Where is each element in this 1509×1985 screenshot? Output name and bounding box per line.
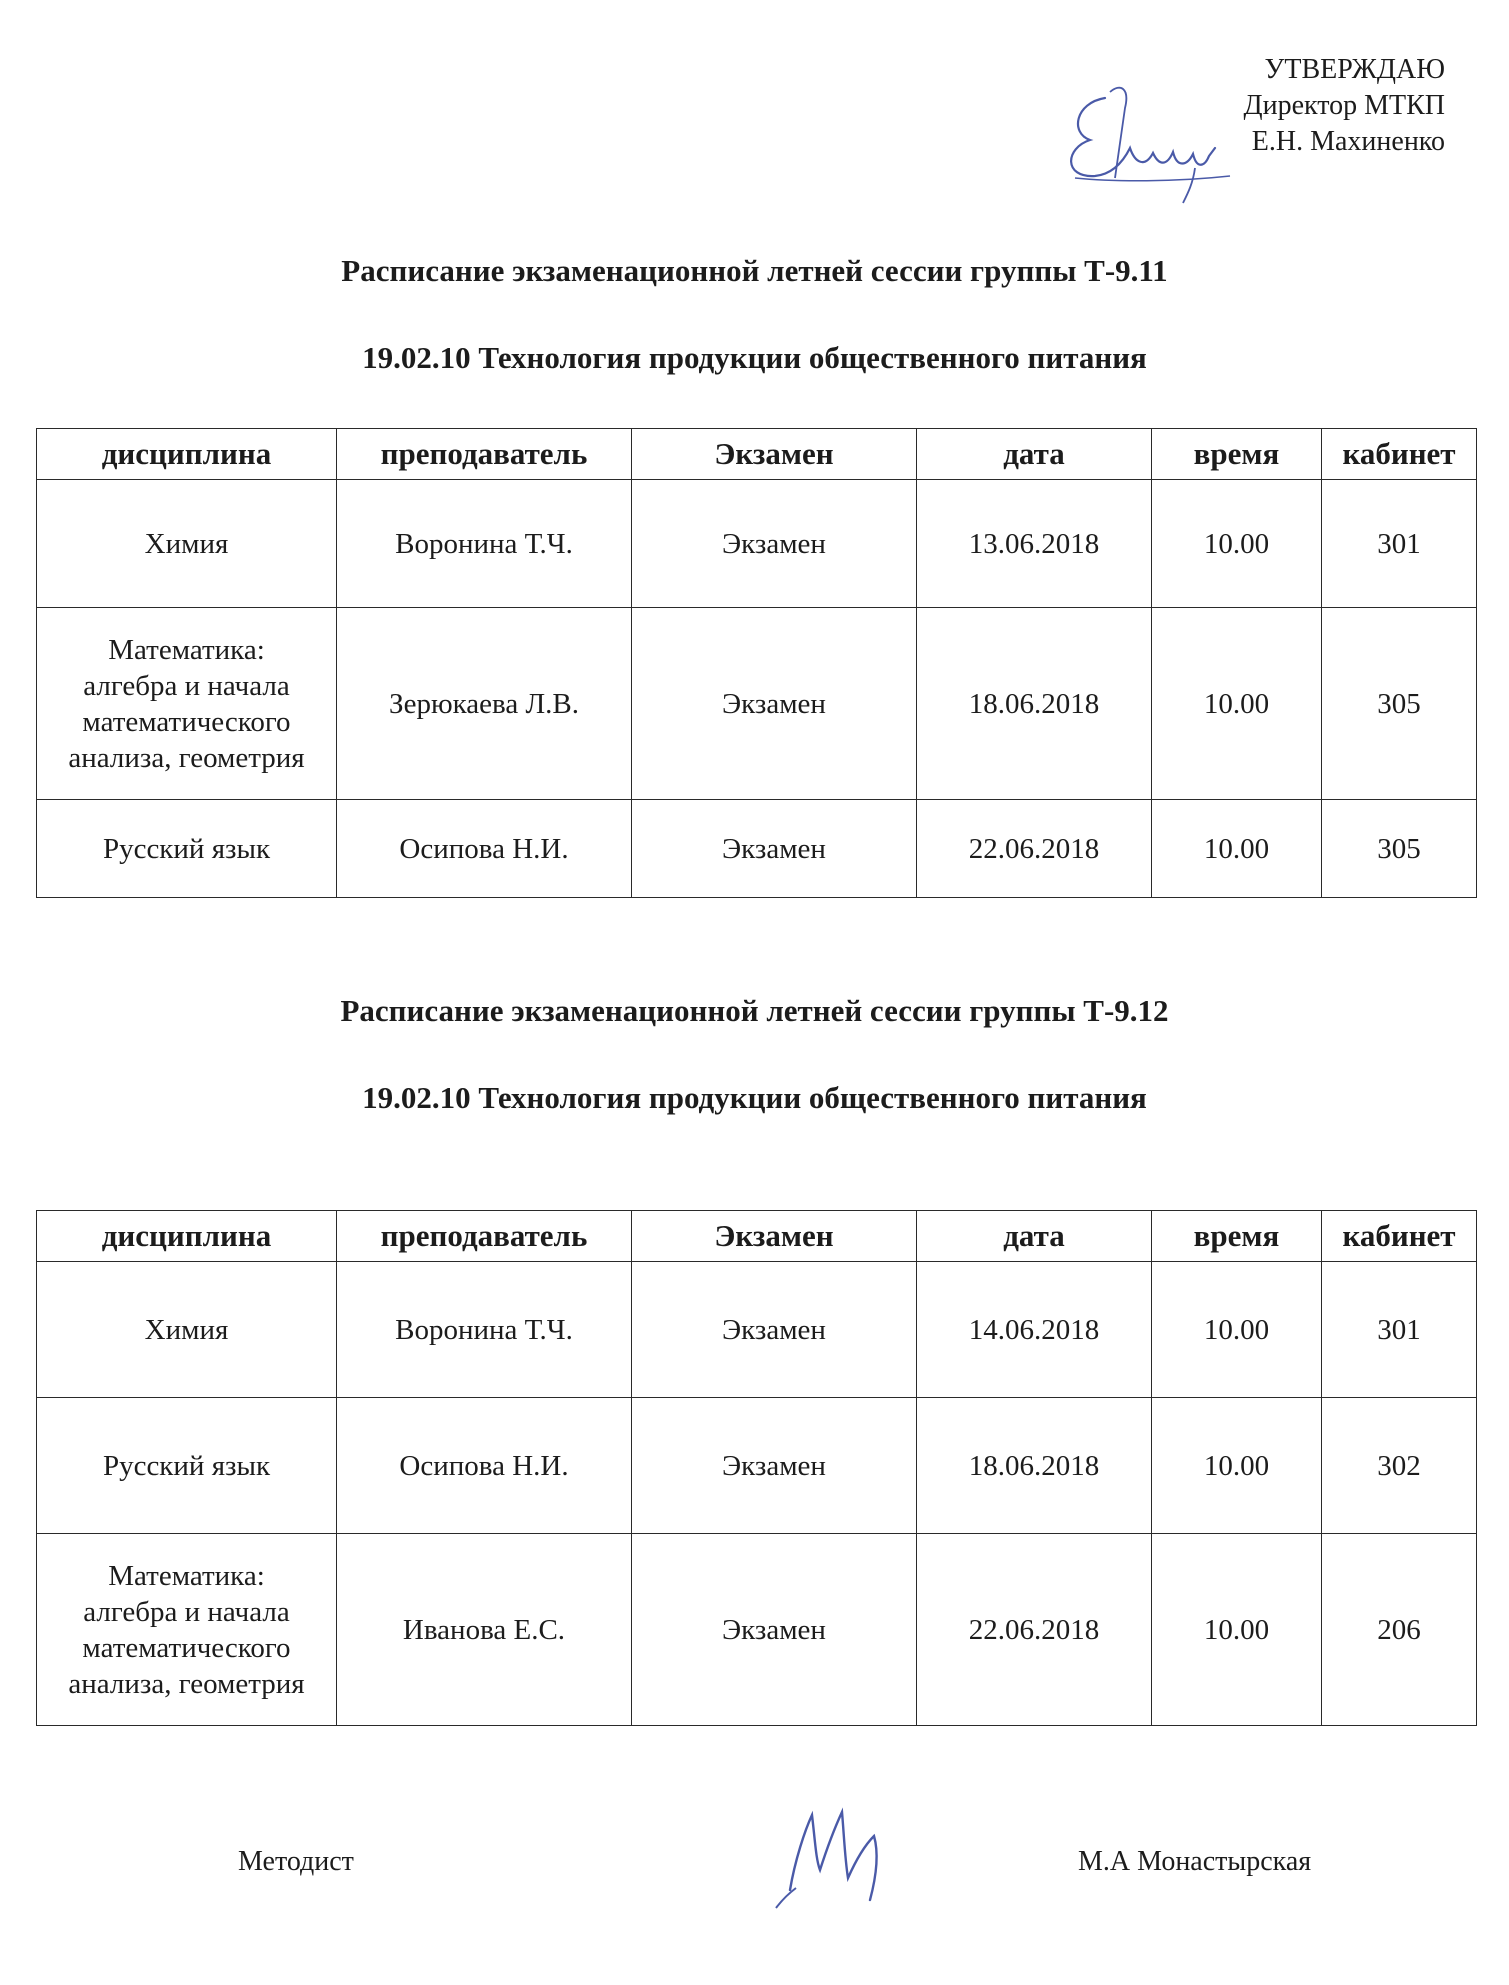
cell-discipline: Русский язык bbox=[37, 1398, 337, 1534]
table-header-row bbox=[37, 429, 1477, 480]
cell-date: 18.06.2018 bbox=[917, 608, 1152, 800]
cell-discipline: Химия bbox=[37, 1262, 337, 1398]
cell-date: 22.06.2018 bbox=[917, 1534, 1152, 1726]
cell-exam: Экзамен bbox=[632, 800, 917, 898]
table-row bbox=[37, 1534, 1477, 1726]
col-header-time: время bbox=[1152, 429, 1322, 480]
table-row bbox=[37, 608, 1477, 800]
approver-name: Е.Н. Махиненко bbox=[1251, 126, 1445, 157]
schedule-title-1: Расписание экзаменационной летней сессии группы Т-9.11 bbox=[341, 253, 1168, 288]
cell-room: 305 bbox=[1322, 800, 1477, 898]
table-row bbox=[37, 480, 1477, 608]
cell-time: 10.00 bbox=[1152, 1534, 1322, 1726]
col-header-date: дата bbox=[917, 429, 1152, 480]
col-header-discipline: дисциплина bbox=[37, 1211, 337, 1262]
table-row bbox=[37, 1262, 1477, 1398]
cell-teacher: Зерюкаева Л.В. bbox=[337, 608, 632, 800]
cell-exam: Экзамен bbox=[632, 608, 917, 800]
cell-time: 10.00 bbox=[1152, 480, 1322, 608]
cell-date: 14.06.2018 bbox=[917, 1262, 1152, 1398]
col-header-teacher: преподаватель bbox=[337, 1211, 632, 1262]
col-header-room: кабинет bbox=[1322, 429, 1477, 480]
schedule-subtitle-1: 19.02.10 Технология продукции общественного питания bbox=[362, 340, 1147, 375]
col-header-date: дата bbox=[917, 1211, 1152, 1262]
col-header-exam: Экзамен bbox=[632, 429, 917, 480]
cell-date: 22.06.2018 bbox=[917, 800, 1152, 898]
cell-room: 301 bbox=[1322, 480, 1477, 608]
table-row bbox=[37, 1398, 1477, 1534]
schedule-title-2: Расписание экзаменационной летней сессии группы Т-9.12 bbox=[340, 993, 1169, 1028]
approver-position: Директор МТКП bbox=[1243, 90, 1445, 121]
cell-exam: Экзамен bbox=[632, 1262, 917, 1398]
cell-teacher: Воронина Т.Ч. bbox=[337, 1262, 632, 1398]
col-header-room: кабинет bbox=[1322, 1211, 1477, 1262]
cell-time: 10.00 bbox=[1152, 1262, 1322, 1398]
methodist-signature bbox=[770, 1790, 910, 1910]
cell-exam: Экзамен bbox=[632, 480, 917, 608]
cell-room: 305 bbox=[1322, 608, 1477, 800]
cell-exam: Экзамен bbox=[632, 1398, 917, 1534]
col-header-discipline: дисциплина bbox=[37, 429, 337, 480]
cell-time: 10.00 bbox=[1152, 800, 1322, 898]
cell-teacher: Осипова Н.И. bbox=[337, 1398, 632, 1534]
table-row bbox=[37, 800, 1477, 898]
cell-time: 10.00 bbox=[1152, 1398, 1322, 1534]
approval-block bbox=[1243, 52, 1445, 160]
cell-date: 18.06.2018 bbox=[917, 1398, 1152, 1534]
cell-room: 302 bbox=[1322, 1398, 1477, 1534]
schedule-table-1 bbox=[36, 428, 1477, 898]
cell-time: 10.00 bbox=[1152, 608, 1322, 800]
col-header-time: время bbox=[1152, 1211, 1322, 1262]
cell-date: 13.06.2018 bbox=[917, 480, 1152, 608]
footer-name: М.А Монастырская bbox=[1078, 1846, 1312, 1877]
cell-room: 206 bbox=[1322, 1534, 1477, 1726]
col-header-teacher: преподаватель bbox=[337, 429, 632, 480]
cell-teacher: Иванова Е.С. bbox=[337, 1534, 632, 1726]
cell-teacher: Воронина Т.Ч. bbox=[337, 480, 632, 608]
footer-role: Методист bbox=[238, 1846, 354, 1877]
schedule-subtitle-2: 19.02.10 Технология продукции общественного питания bbox=[362, 1080, 1147, 1115]
cell-discipline: Математика: алгебра и начала математического анализа, геометрия bbox=[37, 1534, 337, 1726]
cell-exam: Экзамен bbox=[632, 1534, 917, 1726]
cell-discipline: Математика: алгебра и начала математического анализа, геометрия bbox=[37, 608, 337, 800]
cell-room: 301 bbox=[1322, 1262, 1477, 1398]
table-header-row bbox=[37, 1211, 1477, 1262]
col-header-exam: Экзамен bbox=[632, 1211, 917, 1262]
approval-title: УТВЕРЖДАЮ bbox=[1264, 54, 1445, 85]
cell-teacher: Осипова Н.И. bbox=[337, 800, 632, 898]
schedule-table-2 bbox=[36, 1210, 1477, 1726]
director-signature bbox=[1055, 78, 1255, 208]
cell-discipline: Русский язык bbox=[37, 800, 337, 898]
cell-discipline: Химия bbox=[37, 480, 337, 608]
